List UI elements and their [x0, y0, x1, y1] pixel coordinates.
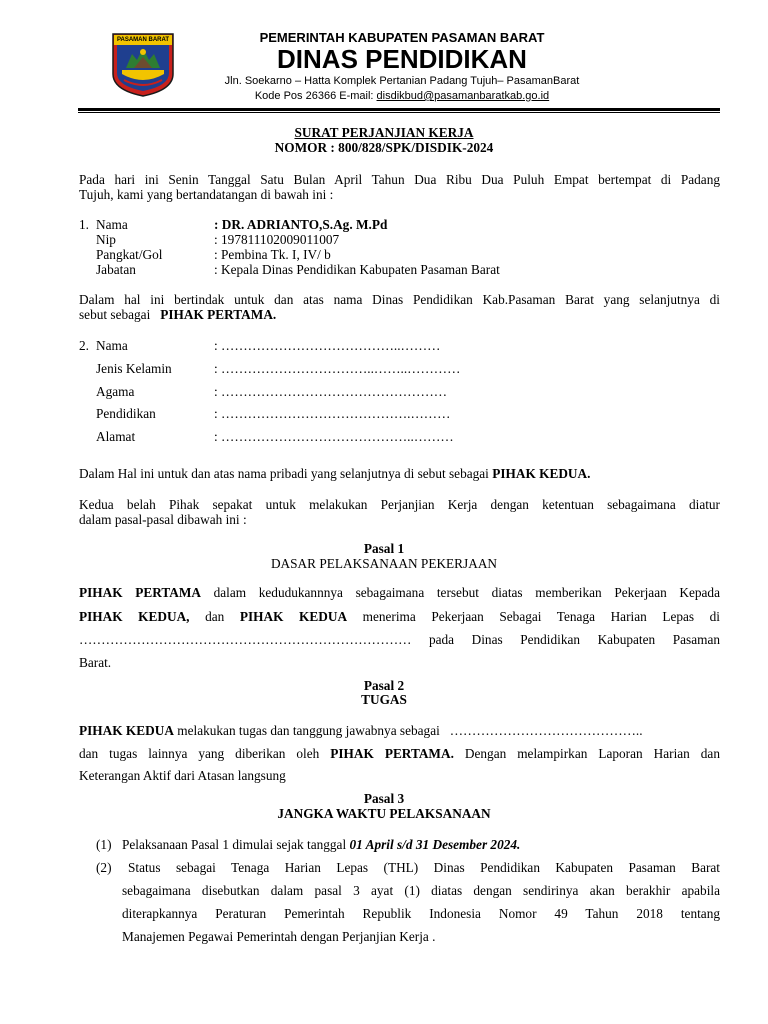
- party2-desc: [79, 466, 590, 482]
- pihak-kedua-label: PIHAK KEDUA.: [492, 466, 591, 481]
- pasal1-line-1: [79, 585, 720, 601]
- party1-label-rank: Pangkat/Gol: [96, 247, 163, 262]
- letterhead-rule-thick: [78, 108, 720, 111]
- party1-label-nip: Nip: [96, 232, 116, 247]
- party2-label-name: Nama: [96, 338, 128, 353]
- pasal1-l2-text-2: menerima Pekerjaan Sebagai Tenaga Harian Lepas di: [347, 609, 720, 624]
- pihak-pertama-label: PIHAK PERTAMA.: [160, 307, 277, 322]
- department-name: DINAS PENDIDIKAN: [277, 44, 527, 74]
- pasal3-item2-line-3: diterapkannya Peraturan Pemerintah Republik Indonesia Nomor 49 Tahun 2018 tentang: [122, 906, 720, 921]
- party2-number: 2.: [79, 338, 89, 353]
- pasal1-title: DASAR PELAKSANAAN PEKERJAAN: [270, 556, 498, 571]
- party2-value-address: : ……………………………………..………: [214, 429, 454, 444]
- pasal1-l2-text-1: dan: [189, 609, 240, 624]
- letter-title: SURAT PERJANJIAN KERJA: [294, 125, 474, 140]
- pasal1-line-3: ………………………………………………………………… pada Dinas Pendidikan Kabupaten Pasaman: [79, 632, 720, 647]
- email-link[interactable]: disdikbud@pasamanbaratkab.go.id: [376, 90, 550, 102]
- pasal2-line-2: [79, 746, 720, 762]
- party1-value-position: : Kepala Dinas Pendidikan Kabupaten Pasaman Barat: [214, 262, 500, 277]
- pasal3-item2-line-2: sebagaimana disebutkan dalam pasal 3 ayat (1) diatas dengan sendirinya akan berakhir apabila: [122, 883, 720, 898]
- party2-label-address: Alamat: [96, 429, 136, 444]
- postal-code-text: Kode Pos 26366 E-mail:: [254, 90, 377, 102]
- pasal3-item2-line-1: Status sebagai Tenaga Harian Lepas (THL) Dinas Pendidikan Kabupaten Pasaman Barat: [128, 860, 720, 875]
- pasal3-item1-dates: 01 April s/d 31 Desember 2024.: [349, 837, 521, 852]
- pasal2-l1-bold: PIHAK KEDUA: [79, 723, 174, 738]
- letterhead-address: Jln. Soekarno – Hatta Komplek Pertanian Padang Tujuh– PasamanBarat: [224, 75, 580, 87]
- letterhead-contact: [200, 89, 604, 103]
- party2-label-religion: Agama: [96, 384, 135, 399]
- party2-label-education: Pendidikan: [96, 406, 156, 421]
- party1-desc-line-1: Dalam hal ini bertindak untuk dan atas nama Dinas Pendidikan Kab.Pasaman Barat yang selanjutnya di: [79, 292, 720, 307]
- intro-line-1: Pada hari ini Senin Tanggal Satu Bulan April Tahun Dua Ribu Dua Puluh Empat bertempat di Padang: [79, 172, 720, 187]
- pasal2-line-1: [79, 723, 643, 739]
- pasal1-l2-bold-2: PIHAK KEDUA: [239, 609, 348, 624]
- pasal3-number: Pasal 3: [363, 791, 405, 806]
- pasal3-title: JANGKA WAKTU PELAKSANAAN: [277, 806, 491, 821]
- party1-value-nip: : 197811102009011007: [214, 232, 340, 247]
- pasal2-l2-post: Dengan melampirkan Laporan Harian dan: [453, 746, 720, 761]
- pasal1-line-4: Barat.: [79, 655, 112, 670]
- pasal2-title: TUGAS: [361, 692, 407, 707]
- pasal1-line-2: [79, 609, 720, 625]
- pasal2-line-3: Keterangan Aktif dari Atasan langsung: [79, 768, 286, 783]
- pasal2-l2-pre: dan tugas lainnya yang diberikan oleh: [79, 746, 331, 761]
- party1-number: 1.: [79, 217, 89, 232]
- party1-label-name: Nama: [96, 217, 128, 232]
- agreement-line-2: dalam pasal-pasal dibawah ini :: [79, 512, 247, 527]
- party2-value-gender: : ……………………………..……..…………: [214, 361, 461, 376]
- pasal3-item1-text: [122, 837, 520, 853]
- letterhead-rule-thin: [78, 112, 720, 113]
- government-name: PEMERINTAH KABUPATEN PASAMAN BARAT: [259, 30, 545, 45]
- party1-desc-line-2: [79, 307, 276, 323]
- pasal3-item2-number: (2): [96, 860, 112, 875]
- pasal2-l1-text: melakukan tugas dan tanggung jawabnya sebagai ……………………………………..: [173, 723, 643, 738]
- pasal1-l1-text: dalam kedudukannnya sebagaimana tersebut diatas memberikan Pekerjaan Kepada: [200, 585, 720, 600]
- pasal2-l2-bold: PIHAK PERTAMA.: [330, 746, 454, 761]
- party2-value-name: : …………………………………..………: [214, 338, 441, 353]
- pasal3-item1-pre: Pelaksanaan Pasal 1 dimulai sejak tanggal: [122, 837, 350, 852]
- letter-number: NOMOR : 800/828/SPK/DISDIK-2024: [274, 140, 494, 155]
- agreement-line-1: Kedua belah Pihak sepakat untuk melakukan Perjanjian Kerja dengan ketentuan sebagaimana diatur: [79, 497, 720, 512]
- party1-value-name: : DR. ADRIANTO,S.Ag. M.Pd: [214, 217, 388, 232]
- pasal3-item2-line-4: Manajemen Pegawai Pemerintah dengan Perjanjian Kerja .: [122, 929, 436, 944]
- party1-value-rank: : Pembina Tk. I, IV/ b: [214, 247, 331, 262]
- logo-label: PASAMAN BARAT: [116, 37, 170, 43]
- party1-label-position: Jabatan: [96, 262, 136, 277]
- party2-value-education: : …………………………………….………: [214, 406, 451, 421]
- party1-desc-prefix: sebut sebagai: [79, 307, 161, 322]
- pasal1-number: Pasal 1: [363, 541, 405, 556]
- pasal2-number: Pasal 2: [363, 678, 405, 693]
- regency-logo: [110, 30, 176, 98]
- pasal1-l2-bold-1: PIHAK KEDUA,: [79, 609, 190, 624]
- party2-desc-prefix: Dalam Hal ini untuk dan atas nama pribadi yang selanjutnya di sebut sebagai: [79, 466, 493, 481]
- party2-label-gender: Jenis Kelamin: [96, 361, 172, 376]
- pasal3-item1-number: (1): [96, 837, 112, 852]
- pasal1-l1-bold: PIHAK PERTAMA: [79, 585, 201, 600]
- party2-value-religion: : ……………………………………………: [214, 384, 448, 399]
- intro-line-2: Tujuh, kami yang bertandatangan di bawah ini :: [79, 187, 334, 202]
